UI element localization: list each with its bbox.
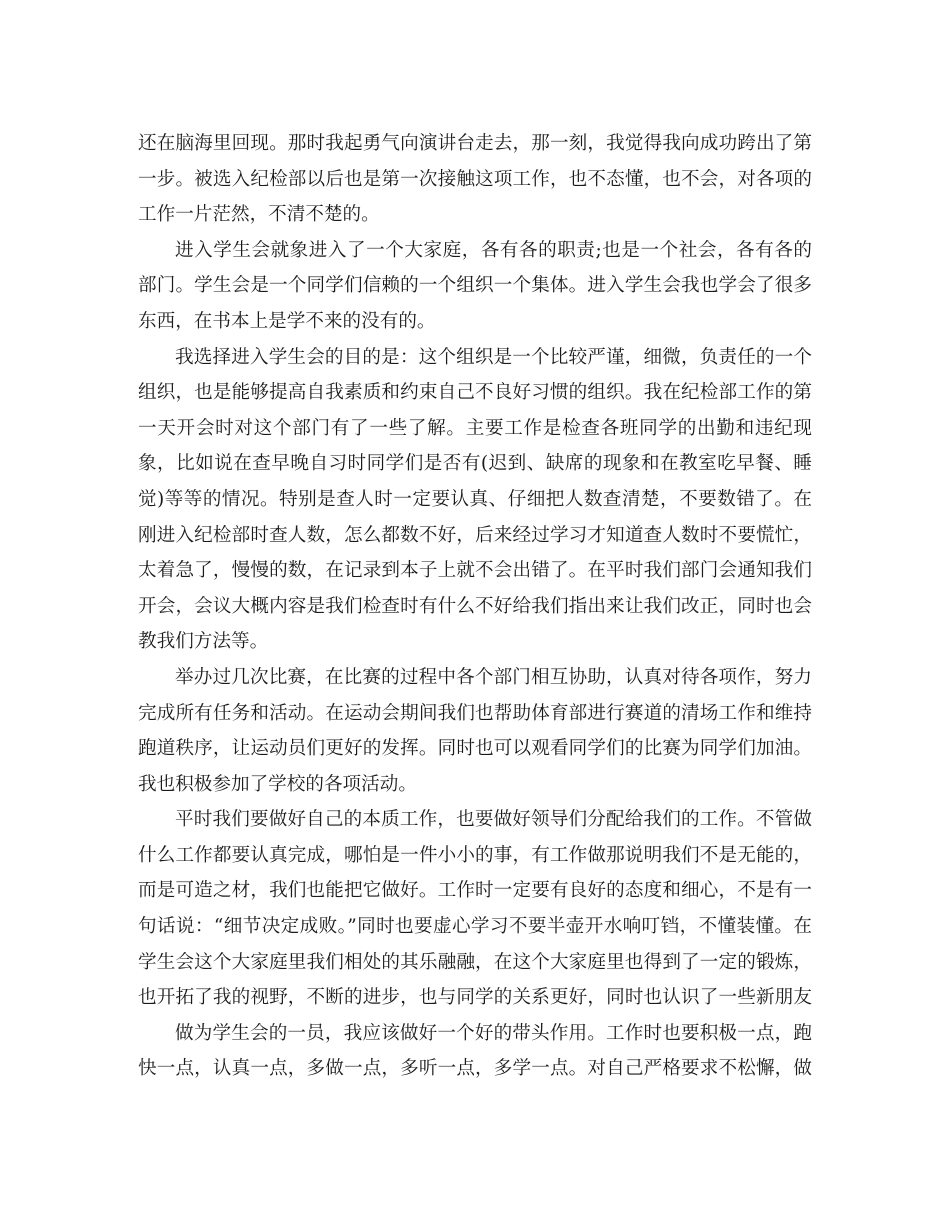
text-line: 开会，会议大概内容是我们检查时有什么不好给我们指出来让我们改正，同时也会 <box>138 595 812 617</box>
text-line: 也开拓了我的视野，不断的进步，也与同学的关系更好，同时也认识了一些新朋友 <box>138 987 812 1009</box>
text-line: 我也积极参加了学校的各项活动。 <box>138 773 417 795</box>
text-line: 跑道秩序，让运动员们更好的发挥。同时也可以观看同学们的比赛为同学们加油。 <box>138 738 812 760</box>
text-line: 刚进入纪检部时查人数，怎么都数不好，后来经过学习才知道查人数时不要慌忙， <box>138 524 812 546</box>
text-line: 什么工作都要认真完成，哪怕是一件小小的事，有工作做那说明我们不是无能的， <box>138 844 812 866</box>
text-line: 太着急了，慢慢的数，在记录到本子上就不会出错了。在平时我们部门会通知我们 <box>138 560 812 582</box>
paragraph-first-line: 平时我们要做好自己的本质工作，也要做好领导们分配给我们的工作。不管做 <box>175 809 812 831</box>
text-line: 一步。被选入纪检部以后也是第一次接触这项工作，也不态懂，也不会，对各项的 <box>138 168 812 190</box>
document-body <box>138 126 812 1087</box>
paragraph-first-line: 做为学生会的一员，我应该做好一个好的带头作用。工作时也要积极一点，跑 <box>175 1022 812 1044</box>
text-line: 教我们方法等。 <box>138 631 269 653</box>
text-line: 一天开会时对这个部门有了一些了解。主要工作是检查各班同学的出勤和违纪现 <box>138 417 812 439</box>
text-line: 工作一片茫然，不清不楚的。 <box>138 204 380 226</box>
paragraph-first-line: 进入学生会就象进入了一个大家庭，各有各的职责;也是一个社会，各有各的 <box>175 239 812 261</box>
text-line: 部门。学生会是一个同学们信赖的一个组织一个集体。进入学生会我也学会了很多 <box>138 275 812 297</box>
text-line: 快一点，认真一点，多做一点，多听一点，多学一点。对自己严格要求不松懈，做 <box>138 1058 812 1080</box>
text-line: 完成所有任务和活动。在运动会期间我们也帮助体育部进行赛道的清场工作和维持 <box>138 702 812 724</box>
text-line: 象，比如说在查早晚自习时同学们是否有(迟到、缺席的现象和在教室吃早餐、睡 <box>138 453 812 475</box>
text-line: 觉)等等的情况。特别是查人时一定要认真、仔细把人数查清楚，不要数错了。在 <box>138 488 812 510</box>
text-line: 学生会这个大家庭里我们相处的其乐融融，在这个大家庭里也得到了一定的锻炼， <box>138 951 812 973</box>
text-line: 还在脑海里回现。那时我起勇气向演讲台走去，那一刻，我觉得我向成功跨出了第 <box>138 133 812 154</box>
paragraph-first-line: 举办过几次比赛，在比赛的过程中各个部门相互协助，认真对待各项作，努力 <box>175 666 812 688</box>
text-line: 东西，在书本上是学不来的没有的。 <box>138 310 436 332</box>
text-line: 句话说：“细节决定成败。”同时也要虚心学习不要半壶开水响叮铛，不懂装懂。在 <box>138 916 812 938</box>
text-line: 而是可造之材，我们也能把它做好。工作时一定要有良好的态度和细心，不是有一 <box>138 880 812 902</box>
paragraph-first-line: 我选择进入学生会的目的是：这个组织是一个比较严谨，细微，负责任的一个 <box>175 346 812 368</box>
text-line: 组织，也是能够提高自我素质和约束自己不良好习惯的组织。我在纪检部工作的第 <box>138 382 812 404</box>
